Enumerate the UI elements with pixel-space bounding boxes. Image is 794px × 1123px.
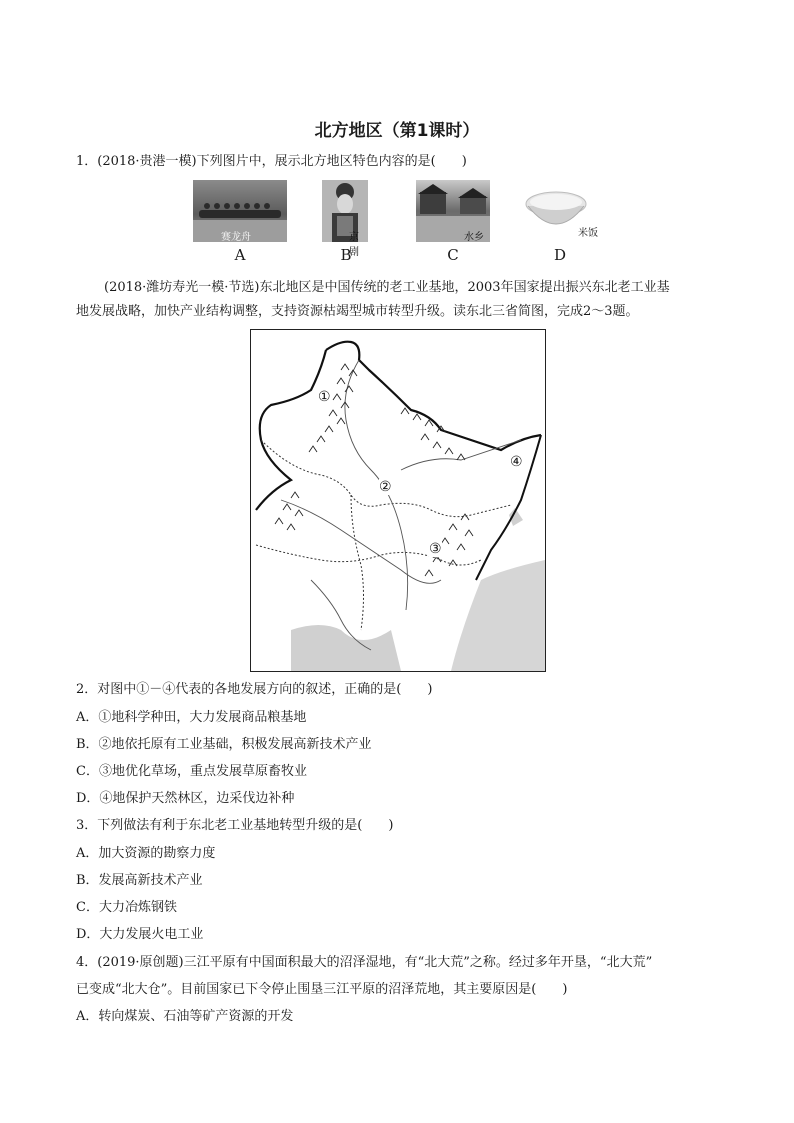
map-marker-2: ② <box>379 479 392 495</box>
rice-bowl-photo <box>520 180 600 242</box>
image-caption-a: 赛龙舟 <box>221 232 251 243</box>
image-caption-c: 水乡 <box>464 232 484 243</box>
dragon-boat-photo <box>193 180 287 242</box>
question-2-option-d: D．④地保护天然林区，边采伐边补种 <box>76 791 295 806</box>
water-town-photo <box>416 180 490 242</box>
question-3-option-b: B．发展高新技术产业 <box>76 873 203 888</box>
question-3-option-d: D．大力发展火电工业 <box>76 927 204 942</box>
question-1-stem: 1．(2018·贵港一模)下列图片中，展示北方地区特色内容的是( ) <box>76 154 467 169</box>
image-caption-b: 京剧 <box>349 232 359 258</box>
map-marker-4: ④ <box>510 454 523 470</box>
map-marker-1: ① <box>318 389 331 405</box>
question-2-option-b: B．②地依托原有工业基础，积极发展高新技术产业 <box>76 737 372 752</box>
question-3-option-c: C．大力冶炼钢铁 <box>76 900 177 915</box>
map-marker-3: ③ <box>429 541 442 557</box>
peking-opera-photo <box>322 180 368 258</box>
image-label-b: B <box>340 246 352 264</box>
page-title: 北方地区（第1课时） <box>314 121 480 141</box>
question-4-option-a: A．转向煤炭、石油等矿产资源的开发 <box>76 1009 294 1024</box>
question-4-stem-line-2: 已变成“北大仓”。目前国家已下令停止围垦三江平原的沼泽荒地，其主要原因是( ) <box>76 982 568 997</box>
image-label-a: A <box>234 246 246 264</box>
image-caption-d: 米饭 <box>578 228 598 239</box>
passage-line-2: 地发展战略，加快产业结构调整，支持资源枯竭型城市转型升级。读东北三省简图，完成2～3题。 <box>76 304 639 319</box>
question-3-option-a: A．加大资源的勘察力度 <box>76 846 216 861</box>
northeast-china-map <box>250 329 546 672</box>
image-label-c: C <box>447 246 459 264</box>
question-3-stem: 3．下列做法有利于东北老工业基地转型升级的是( ) <box>76 818 394 833</box>
image-label-d: D <box>553 246 567 264</box>
question-2-option-c: C．③地优化草场，重点发展草原畜牧业 <box>76 764 307 779</box>
question-2-stem: 2．对图中①－④代表的各地发展方向的叙述，正确的是( ) <box>76 682 433 697</box>
question-2-option-a: A．①地科学种田，大力发展商品粮基地 <box>76 710 307 725</box>
question-4-stem-line-1: 4．(2019·原创题)三江平原有中国面积最大的沼泽湿地，有“北大荒”之称。经过多年开垦，“北大荒” <box>76 955 653 970</box>
passage-line-1: (2018·潍坊寿光一模·节选)东北地区是中国传统的老工业基地，2003年国家提出振兴东北老工业基 <box>104 280 670 295</box>
